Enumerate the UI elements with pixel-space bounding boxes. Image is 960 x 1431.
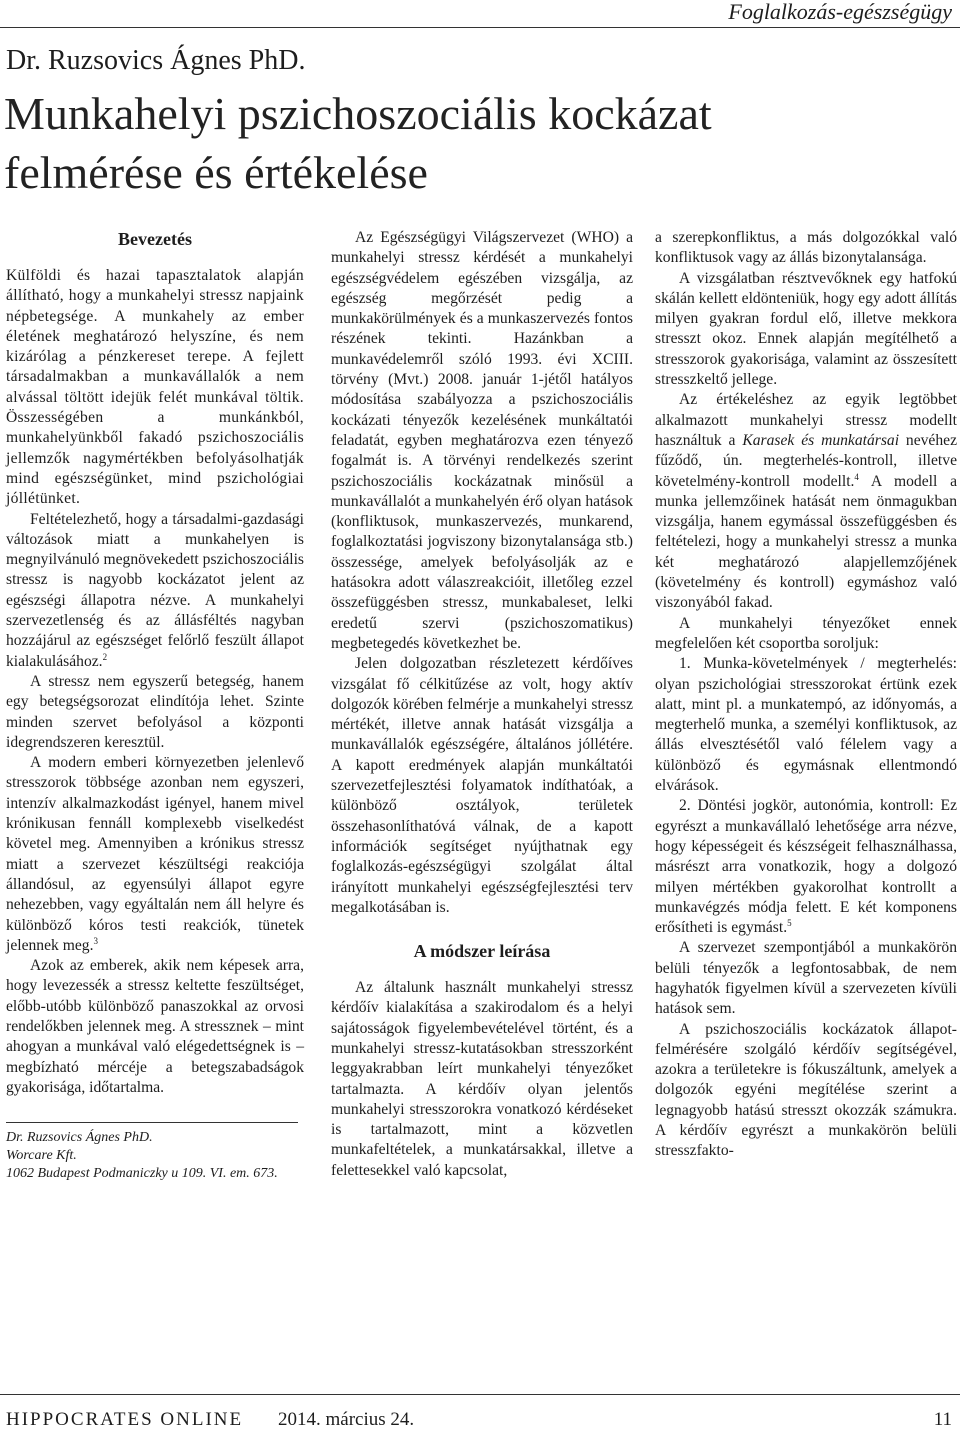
footnote-ref: 4 <box>854 471 859 482</box>
footer-date: 2014. március 24. <box>278 1409 415 1430</box>
list-item: 2. Döntési jogkör, autonómia, kontroll: Ez egyrészt a munkavállaló lehetősége arra nézve, hogy képességeit és készségeit felhasználhassa, másrészt arra vonatkozik, hogy a dolgozó milyen mértékben gyakorolhat kontrollt a munkavégzés módja felett. E két komponens erősítheti is egymást.$^5$ <box>655 797 957 937</box>
section-heading-method: A módszer leírása <box>413 941 551 962</box>
header-rule <box>0 27 960 28</box>
paragraph: a szerepkonfliktus, a más dolgozókkal való konfliktusok vagy az állás bizonytalansága. <box>655 229 957 267</box>
article-title <box>4 84 712 202</box>
paragraph: A munkahelyi tényezőket ennek megfelelően két csoportba soroljuk: <box>655 614 957 652</box>
footnote-ref: 2 <box>102 651 108 662</box>
column-1 <box>6 228 304 1183</box>
title-line-2: felmérése és értékelése <box>4 147 428 198</box>
column-2 <box>331 228 633 1181</box>
cited-authors: Karasek és munkatársai <box>742 431 900 449</box>
section-tag: Foglalkozás-egészségügy <box>728 0 952 24</box>
footer-journal: HIPPOCRATES ONLINE <box>6 1409 244 1430</box>
paragraph: Az értékeléshez az egyik legtöbbet alkalmazott munkahelyi stressz modellt használtuk a Karasek és munkatársai nevéhez fűződő, ún. megterhelés-kontroll, illetve követelmény-kontroll modellt.$^4$ A modell a munka jellemzőinek hatását nem önmagukban vizsgálja, hanem egymással összefüggésben és feltételezi, hogy a munkahelyi stressz a munka két meghatározó alapjellemzőjének (követelmény és kontroll) egymáshoz való viszonyából fakad. <box>655 391 957 612</box>
paragraph: A stressz nem egyszerű betegség, hanem egy betegségsorozat elindítója lehet. Szinte minden szervet befolyásol a központi idegrendszeren keresztül. <box>6 672 304 751</box>
page-number: 11 <box>933 1409 952 1430</box>
paragraph: Feltételezhető, hogy a társadalmi-gazdasági változások miatt a munkahelyen is megnyilvánuló megnövekedett pszichoszociális stressz is nagyobb kockázatot jelent az egészségi állapotra nézve. A munkahelyi szervezetlenség és az állásféltés nagyban hozzájárul az egészséget felőrlő feszült állapot kialakulásához.$^2$ <box>6 510 304 670</box>
footnote-ref: 3 <box>93 935 98 946</box>
list-item: 1. Munka-követelmények / megterhelés: olyan pszichológiai stresszorokat értünk ezek alatt, mint pl. a munkatempó, az időnyomás, a megterhelő munka, a személyi konfliktusok, az állás elvesztésétől való félelem vagy a különböző és egymásnak ellentmondó elvárások. <box>655 655 957 795</box>
paragraph: Külföldi és hazai tapasztalatok alapján állítható, hogy a munkahelyi stressz napjaink népbetegsége. A munkahely az ember életének meghatározó helyszíne, és nem kizárólag a pénzkereset terepe. A fejlett társadalmakban a munkavállalók a nem alvással töltött idejük felét munkával töltik. Összességében a munkánkból, munkahelyünkből fakadó pszichoszociális jellemzők nagymértékben befolyásolhatják mind egészségünket, mind pszichológiai jóllétünket. <box>6 267 304 508</box>
column-3 <box>655 228 957 1162</box>
paragraph: Az Egészségügyi Világszervezet (WHO) a munkahelyi stressz kérdését a munkahelyi egészségvédelem egészében vizsgálja, az egészség megőrzését pedig a munkakörülmények és a munkaszervezés fontos részének tekinti. Hazánkban a munkavédelemről szóló 1993. évi XCIII. törvény (Mvt.) 2008. január 1-jétől hatályos módosítása szabályozza a pszichoszociális kockázati tényezők kezelésének munkáltatói feladatát, egyben meghatározva ezen tényező fogalmát is. A törvényi rendelkezés szerint pszichoszociális kockázatnak minősül a munkavállalót a munkahelyén érő olyan hatások (konfliktusok, munkaszervezés, munkarend, foglalkoztatási jogviszony bizonytalansága stb.) összessége, amelyek befolyásolják az e hatásokra adott válaszreakcióit, illetőleg ezzel összefüggésben stressz, munkabaleset, lelki eredetű szervi (pszichoszomatikus) megbetegedés következhet be. <box>331 229 633 652</box>
paragraph: Jelen dolgozatban részletezett kérdőíves vizsgálat fő célkitűzése az volt, hogy aktív dolgozók körében felmérje a munkahelyi stressz mértékét, illetve annak hatását vizsgálja a munkavállalók egészségére, általános jóllétére. A kapott eredmények alapján munkáltatói szervezetfejlesztési folyamatok indíthatóak, a különböző osztályok, területek összehasonlíthatóvá válnak, de a kapott információk segítséget nyújthatnak egy foglalkozás-egészségügyi szolgálat által irányított munkahelyi egészségfejlesztési terv megalkotásában is. <box>331 655 633 916</box>
paragraph: A pszichoszociális kockázatok állapot-felmérésére szolgáló kérdőív segítségével, azokra a területekre is fókuszáltunk, amelyek a dolgozók egyéni megítélése szerint a legnagyobb hatású stresszt okozzák számukra. A kérdőív egyrészt a munkakörön belüli stresszfakto- <box>655 1020 957 1160</box>
paragraph: Azok az emberek, akik nem képesek arra, hogy levezessék a stressz keltette feszültséget, előbb-utóbb különböző panaszokkal az orvosi rendelőkben jelennek meg. A stressznek – mint ahogyan a munkával való elégedettségnek is – megbízható mércéje a betegszabadságok gyakorisága, időtartalma. <box>6 957 304 1096</box>
affiliation-rule <box>6 1122 298 1123</box>
paragraph: A vizsgálatban résztvevőknek egy hatfokú skálán kellett eldönteniük, hogy egy adott állítás milyen gyakran fordul elő, illetve mekkora stresszt okoz. Ennek alapján megítélhető a stresszorok gyakorisága, valamint az összesített stresszkeltő jellege. <box>655 269 957 389</box>
paragraph: Az általunk használt munkahelyi stressz kérdőív kialakítása a szakirodalom és a helyi sajátosságok figyelembevételével történt, és a munkahelyi stressz-kutatásokban stresszorként leggyakrabban leírt munkahelyi tényezőket tartalmazta. A kérdőív olyan jelentős munkahelyi stresszorokra vonatkozó kérdéseket is tartalmazott, mint a közvetlen munkafeltételek, a munkatársakkal, illetve a felettesekkel való kapcsolat, <box>331 979 633 1179</box>
affiliation-org: Worcare Kft. <box>6 1148 77 1164</box>
section-heading-introduction: Bevezetés <box>118 229 192 249</box>
affiliation-address: 1062 Budapest Podmaniczky u 109. VI. em. 673. <box>6 1166 278 1182</box>
affiliation-name: Dr. Ruzsovics Ágnes PhD. <box>6 1130 153 1146</box>
footnote-ref: 5 <box>787 917 792 928</box>
footer-rule <box>0 1394 960 1395</box>
article-author: Dr. Ruzsovics Ágnes PhD. <box>6 45 306 76</box>
paragraph: A szervezet szempontjából a munkakörön belüli tényezők a legfontosabbak, de nem hagyhatók figyelmen kívül a szervezeten kívüli hatások sem. <box>655 939 957 1018</box>
paragraph: A modern emberi környezetben jelenlevő stresszorok többsége azonban nem egyszeri, intenzív alkalmazkodást igényel, hanem mivel krónikusan fennáll komplexebb viselkedést követel meg. Amennyiben a krónikus stressz miatt a szervezet készültségi reakciója állandósul, az egyensúlyi állapot egyre nehezebben, vagy egyáltalán nem áll helyre és különböző kóros testi reakciók, tünetek jelennek meg.$^3$ <box>6 754 304 954</box>
title-line-1: Munkahelyi pszichoszociális kockázat <box>4 88 712 139</box>
